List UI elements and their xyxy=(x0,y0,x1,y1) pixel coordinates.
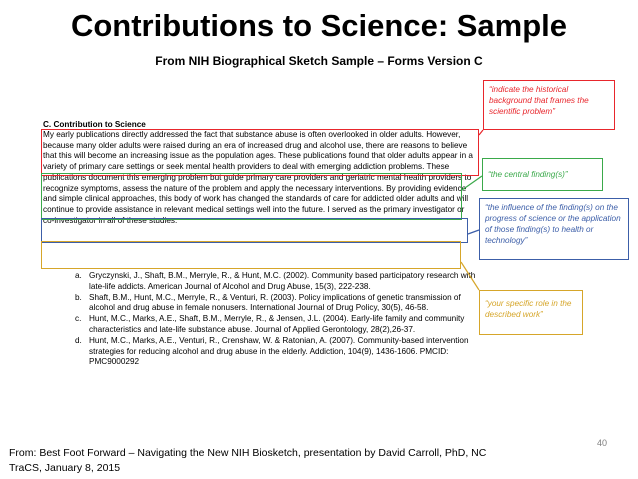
callout-central-finding: “the central finding(s)” xyxy=(482,158,603,191)
footer-line: From: Best Foot Forward – Navigating the New NIH Biosketch, presentation by David Carroll, PhD, NC xyxy=(9,447,487,459)
reference-label: b. xyxy=(75,292,82,302)
footer-citation xyxy=(9,446,486,476)
footer-line: TraCS, January 8, 2015 xyxy=(9,462,121,474)
contribution-paragraph: My early publications directly addressed the fact that substance abuse is often overlooked in older adults. However, because many older adults were raised during an era of increased drug and alcohol use, there are reasons to believe that this will become an increasing issue as the population ages. These publications found that older adults appear in a variety of primary care settings or seek mental health providers to deal with emerging addiction problems. These publications document this emerging problem but guide primary care providers and geriatric mental health providers to recognize symptoms, assess the nature of the problem and apply the necessary interventions. By providing evidence and simple clinical approaches, this body of work has changed the standards of care for addicted older adults and will continue to provide assistance in relevant medical settings well into the future. I served as the primary investigator or co-investigator in all of these studies. xyxy=(43,130,473,225)
reference-text: Hunt, M.C., Marks, A.E., Shaft, B.M., Merryle, R., & Jensen, J.L. (2004). Early-life family and community characteristics and late-life substance abuse. Journal of Applied Gerontology, 28(2),26-37. xyxy=(89,314,465,334)
connector-red xyxy=(479,130,483,135)
reference-label: d. xyxy=(75,335,82,345)
reference-label: c. xyxy=(75,314,82,324)
reference-label: a. xyxy=(75,271,82,280)
reference-text: Shaft, B.M., Hunt, M.C., Merryle, R., & Venturi, R. (2003). Policy implications of genetic transmission of alcohol and drug abuse in female nonusers. International Journal of Drug Policy, 30(5), 46-58. xyxy=(89,292,461,313)
reference-text: Gryczynski, J., Shaft, B.M., Merryle, R., & Hunt, M.C. (2002). Community based participatory research with late-life addicts. American Journal of Alcohol and Drug Abuse, 15(3), 222-238. xyxy=(89,271,476,291)
slide-title: Contributions to Science: Sample xyxy=(70,8,568,43)
connector-gold xyxy=(461,262,479,290)
connector-blue xyxy=(468,230,479,234)
callout-specific-role: “your specific role in the described work” xyxy=(479,290,583,335)
callout-influence-of-findings: “the influence of the finding(s) on the progress of science or the application of those finding(s) to health or technology” xyxy=(479,198,629,260)
callout-historical-background: “indicate the historical background that frames the scientific problem” xyxy=(483,80,615,130)
section-heading: C. Contribution to Science xyxy=(43,120,146,129)
slide-subtitle: From NIH Biographical Sketch Sample – Forms Version C xyxy=(155,54,483,68)
page-number: 40 xyxy=(597,438,608,448)
connector-green xyxy=(462,176,482,190)
reference-text: Hunt, M.C., Marks, A.E., Venturi, R., Crenshaw, W. & Ratonian, A. (2007). Community-based intervention strategies for reducing alcohol and drug abuse in the elderly. Addiction, 104(9), 1436-1606. PMCID: PMC9000292 xyxy=(89,335,469,367)
